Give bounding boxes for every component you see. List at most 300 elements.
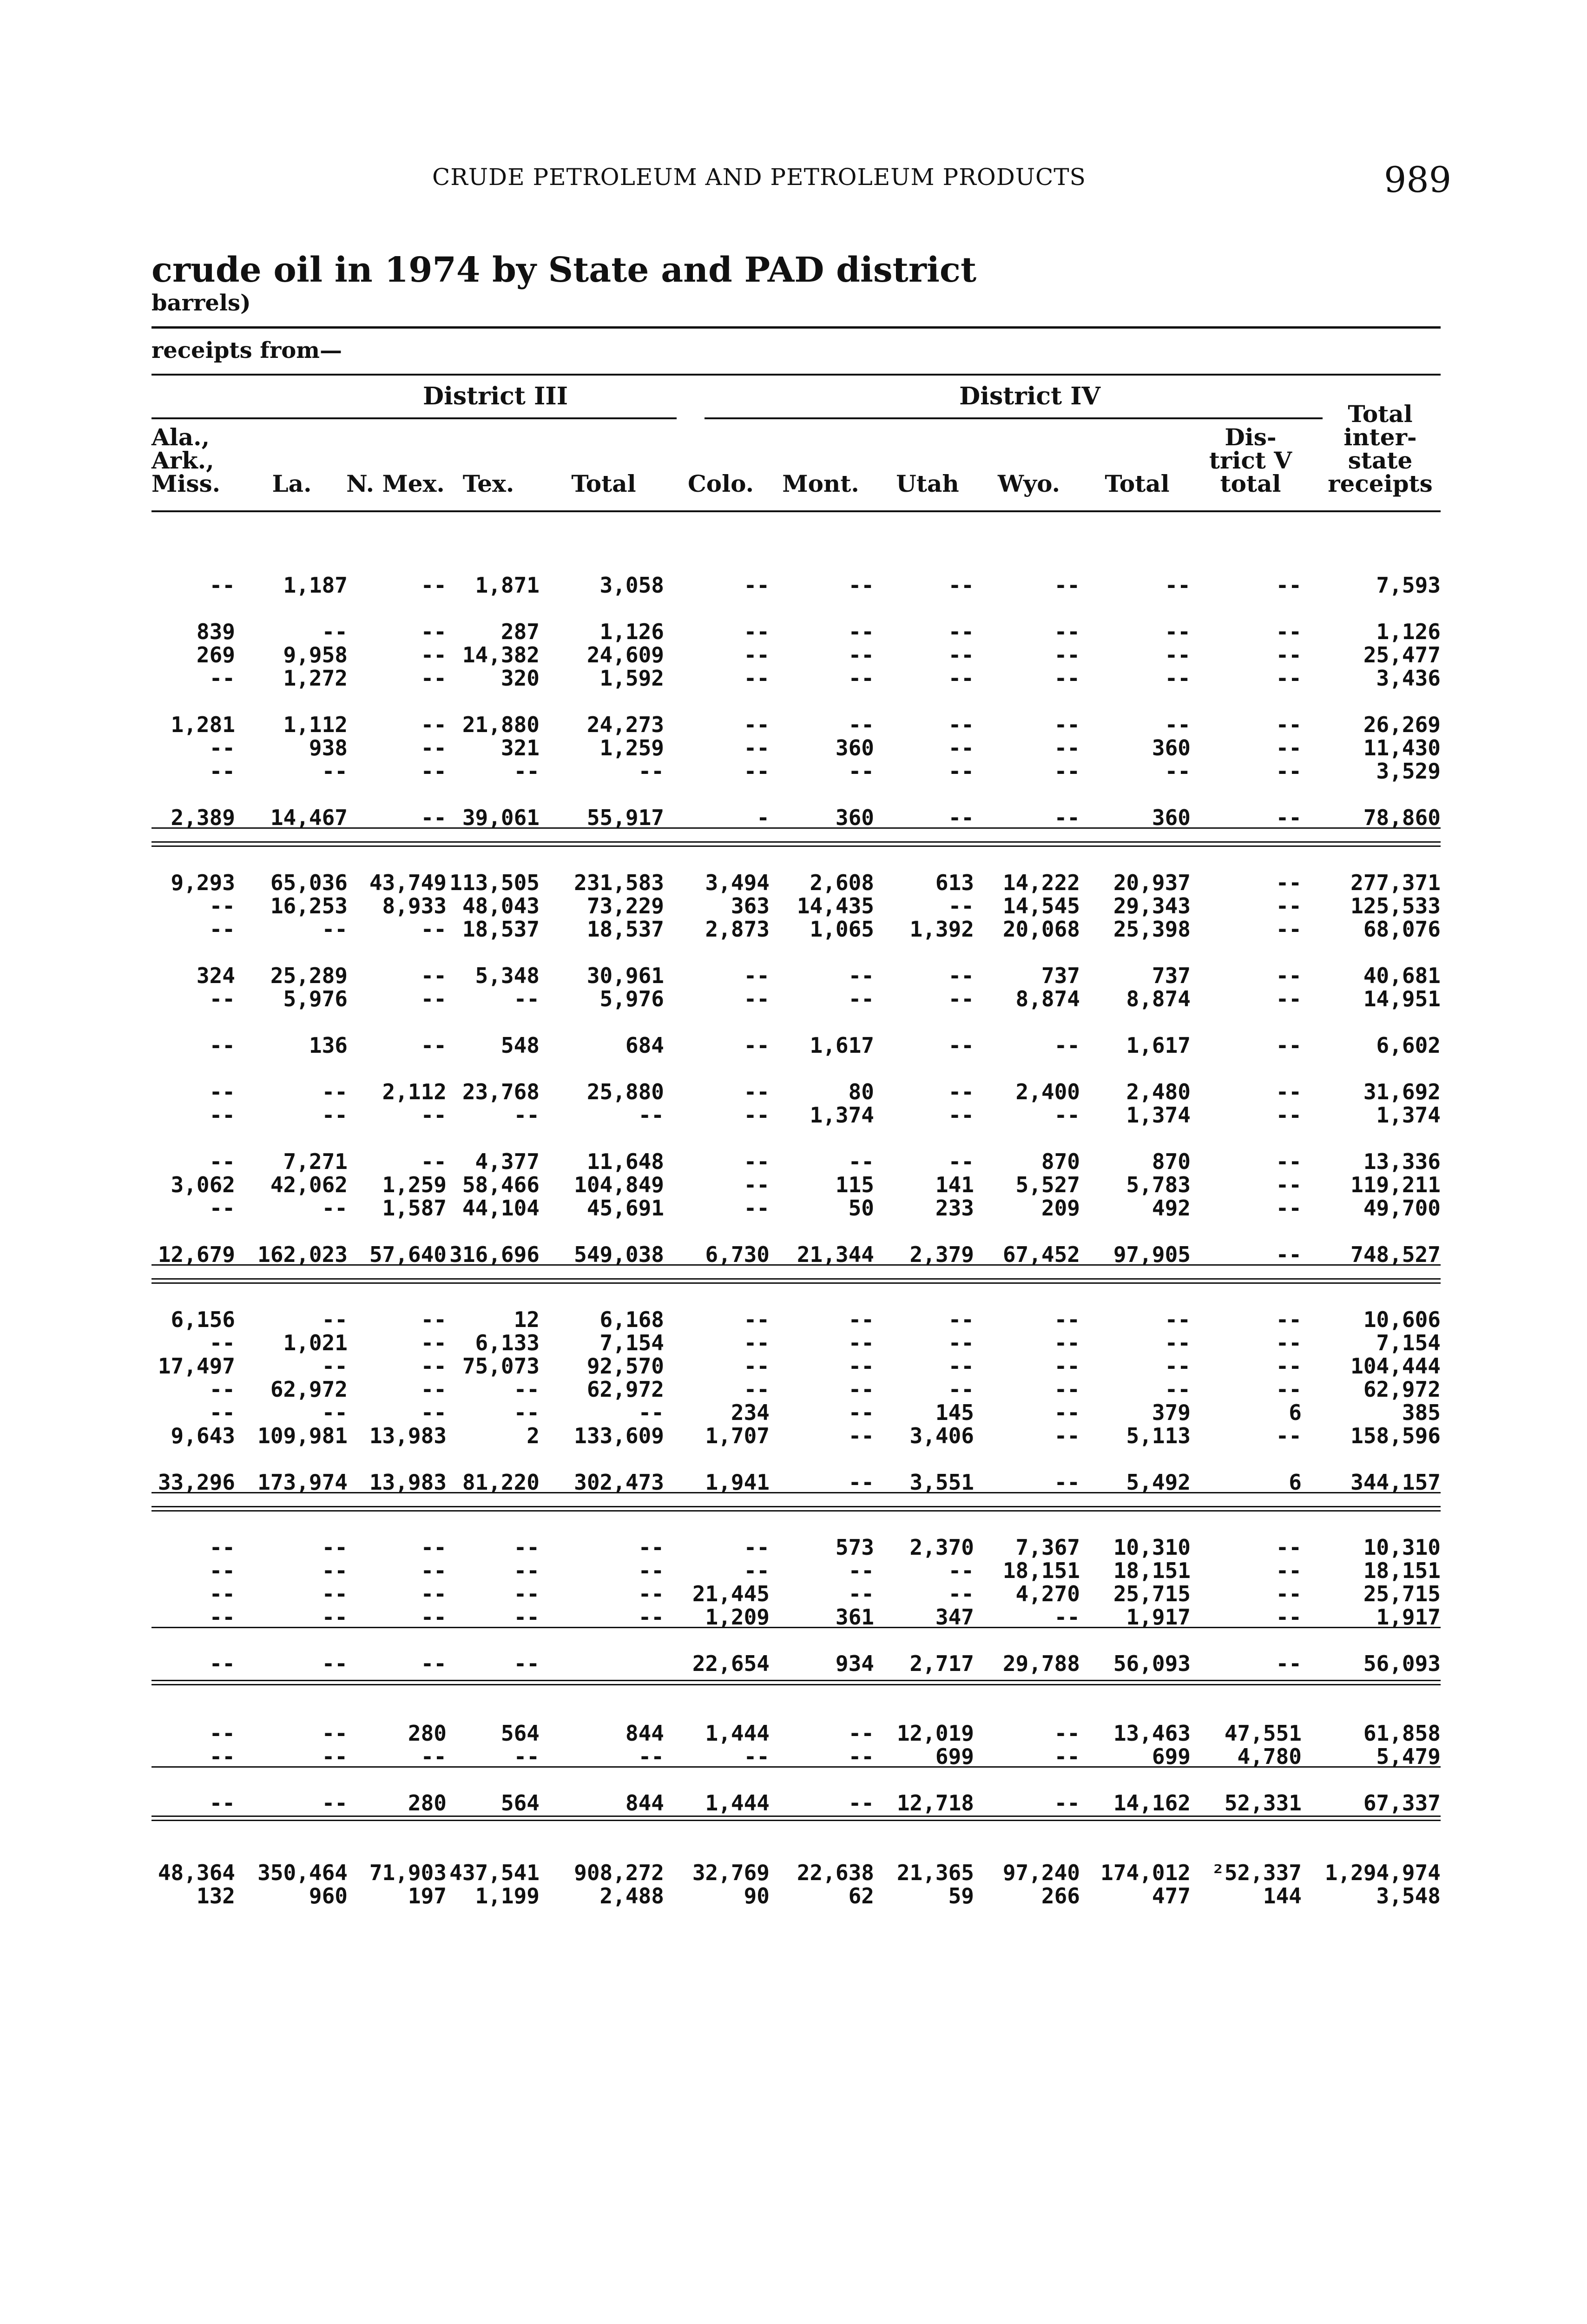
table-cell: -- — [1276, 893, 1302, 918]
table-cell: 10,310 — [1113, 1535, 1191, 1560]
table-cell: -- — [1054, 1721, 1080, 1746]
table-cell: 104,849 — [574, 1172, 664, 1197]
table-cell: -- — [744, 1353, 770, 1379]
table-cell: 125,533 — [1350, 893, 1441, 918]
table-cell: -- — [1054, 1400, 1080, 1425]
table-cell: 25,715 — [1363, 1581, 1441, 1606]
table-title: crude oil in 1974 by State and PAD district — [151, 250, 977, 290]
table-cell: -- — [848, 1330, 874, 1355]
table-cell: -- — [1054, 1604, 1080, 1630]
table-cell: -- — [1276, 642, 1302, 667]
table-cell: 14,435 — [797, 893, 874, 918]
table-cell: -- — [1276, 917, 1302, 942]
table-cell: 209 — [1041, 1195, 1080, 1221]
table-cell: 1,187 — [283, 573, 348, 598]
table-cell: 748,527 — [1350, 1242, 1441, 1267]
table-cell: 3,529 — [1376, 759, 1441, 784]
table-cell: 839 — [196, 619, 235, 644]
table-cell: -- — [421, 666, 447, 691]
table-cell: 1,374 — [1126, 1103, 1191, 1128]
table-row — [151, 620, 1441, 643]
table-cell: 145 — [935, 1400, 974, 1425]
table-cell: -- — [948, 1581, 974, 1606]
table-cell: 25,398 — [1113, 917, 1191, 942]
top-rule — [151, 326, 1441, 329]
table-cell: -- — [209, 1400, 235, 1425]
table-row — [151, 574, 1441, 597]
table-cell: 3,494 — [705, 870, 770, 895]
table-cell: -- — [1276, 1558, 1302, 1583]
table-cell: 2,608 — [810, 870, 874, 895]
table-cell: -- — [1276, 573, 1302, 598]
table-cell: 78,860 — [1363, 805, 1441, 830]
table-cell: -- — [209, 573, 235, 598]
table-cell: 6,156 — [171, 1307, 235, 1332]
table-cell: 1,617 — [810, 1033, 874, 1058]
table-cell: 42,062 — [270, 1172, 348, 1197]
table-cell: -- — [848, 1581, 874, 1606]
table-cell: -- — [209, 1103, 235, 1128]
table-cell: -- — [1276, 963, 1302, 988]
table-cell: -- — [744, 1744, 770, 1769]
table-cell: -- — [209, 1721, 235, 1746]
table-cell: 26,269 — [1363, 712, 1441, 737]
table-cell: -- — [848, 1149, 874, 1174]
table-cell: 7,154 — [599, 1330, 664, 1355]
table-cell: -- — [322, 1535, 348, 1560]
table-cell: 97,240 — [1002, 1860, 1080, 1885]
table-cell: -- — [1054, 1103, 1080, 1128]
table-cell: 5,976 — [283, 986, 348, 1011]
table-cell: 3,436 — [1376, 666, 1441, 691]
table-cell: 1,374 — [810, 1103, 874, 1128]
table-cell: -- — [1276, 1149, 1302, 1174]
table-cell: 173,974 — [257, 1470, 348, 1495]
table-cell: 24,609 — [586, 642, 664, 667]
table-cell: -- — [848, 759, 874, 784]
table-cell: 360 — [835, 735, 874, 760]
table-cell: -- — [322, 1195, 348, 1221]
table-cell: 17,497 — [158, 1353, 235, 1379]
table-cell: 31,692 — [1363, 1079, 1441, 1104]
table-cell: 1,444 — [705, 1790, 770, 1816]
table-cell: 6,168 — [599, 1307, 664, 1332]
table-cell: 233 — [935, 1195, 974, 1221]
table-cell: 1,374 — [1376, 1103, 1441, 1128]
table-cell: -- — [209, 666, 235, 691]
table-cell: -- — [948, 1307, 974, 1332]
table-cell: -- — [948, 712, 974, 737]
table-cell: 699 — [935, 1744, 974, 1769]
table-cell: -- — [322, 917, 348, 942]
table-cell: -- — [638, 1604, 664, 1630]
table-cell: -- — [322, 1790, 348, 1816]
table-cell: 67,337 — [1363, 1790, 1441, 1816]
table-cell: 3,551 — [909, 1470, 974, 1495]
table-row — [151, 1722, 1441, 1745]
table-cell: 573 — [835, 1535, 874, 1560]
table-cell: 287 — [500, 619, 540, 644]
receipts-rule — [151, 374, 1441, 376]
table-row — [151, 643, 1441, 667]
table-cell: 39,061 — [462, 805, 540, 830]
table-cell: 132 — [196, 1883, 235, 1908]
table-cell: -- — [1165, 642, 1191, 667]
district-iii-label: District III — [422, 382, 568, 410]
table-cell: 13,336 — [1363, 1149, 1441, 1174]
table-cell: -- — [209, 1535, 235, 1560]
table-cell: -- — [948, 1033, 974, 1058]
data-table — [151, 337, 1441, 1927]
table-cell: -- — [421, 573, 447, 598]
district-iii-rule — [151, 417, 677, 419]
table-cell: 119,211 — [1350, 1172, 1441, 1197]
table-cell: 97,905 — [1113, 1242, 1191, 1267]
table-cell: 7,367 — [1015, 1535, 1080, 1560]
table-cell: 938 — [309, 735, 348, 760]
table-cell: 144 — [1263, 1883, 1302, 1908]
table-cell: 7,593 — [1376, 573, 1441, 598]
table-cell: 324 — [196, 963, 235, 988]
table-cell: -- — [421, 642, 447, 667]
table-cell: -- — [848, 712, 874, 737]
table-cell: 57,640 — [369, 1242, 447, 1267]
table-cell: -- — [1276, 1242, 1302, 1267]
table-cell: 1,281 — [171, 712, 235, 737]
table-cell: -- — [1054, 666, 1080, 691]
table-cell: -- — [209, 1790, 235, 1816]
table-row — [151, 964, 1441, 987]
table-cell: 58,466 — [462, 1172, 540, 1197]
table-cell: 6 — [1289, 1400, 1302, 1425]
table-cell: -- — [1276, 1604, 1302, 1630]
table-cell: 13,983 — [369, 1423, 447, 1448]
table-cell: 437,541 — [449, 1860, 540, 1885]
table-cell: 870 — [1152, 1149, 1191, 1174]
page-number: 989 — [1384, 159, 1452, 200]
table-cell: 699 — [1152, 1744, 1191, 1769]
table-cell: 12,718 — [896, 1790, 974, 1816]
table-cell: 21,880 — [462, 712, 540, 737]
table-cell: -- — [1276, 1033, 1302, 1058]
table-cell: -- — [848, 1744, 874, 1769]
table-row — [151, 1243, 1441, 1266]
table-cell: 67,452 — [1002, 1242, 1080, 1267]
table-cell: -- — [421, 759, 447, 784]
table-cell: -- — [1054, 573, 1080, 598]
table-cell: -- — [209, 917, 235, 942]
table-cell: -- — [848, 1307, 874, 1332]
table-cell: -- — [322, 1103, 348, 1128]
table-cell: 14,951 — [1363, 986, 1441, 1011]
table-cell: -- — [948, 759, 974, 784]
table-cell: -- — [421, 1033, 447, 1058]
table-cell: 20,937 — [1113, 870, 1191, 895]
table-cell: 2,400 — [1015, 1079, 1080, 1104]
table-cell: -- — [848, 1790, 874, 1816]
table-cell: 56,093 — [1363, 1651, 1441, 1676]
table-cell: 280 — [408, 1790, 447, 1816]
table-cell: -- — [948, 619, 974, 644]
table-cell: -- — [322, 1400, 348, 1425]
table-cell: -- — [1054, 1353, 1080, 1379]
table-cell: 908,272 — [574, 1860, 664, 1885]
table-cell: 1,444 — [705, 1721, 770, 1746]
table-cell: 22,654 — [692, 1651, 770, 1676]
section-double-rule — [151, 1816, 1441, 1821]
table-cell: 1,126 — [599, 619, 664, 644]
table-cell: -- — [848, 1377, 874, 1402]
table-cell: -- — [1165, 1307, 1191, 1332]
table-cell: -- — [421, 963, 447, 988]
table-cell: -- — [421, 1307, 447, 1332]
table-row — [151, 736, 1441, 759]
table-cell: -- — [848, 1470, 874, 1495]
table-cell: -- — [744, 642, 770, 667]
table-cell: -- — [1276, 619, 1302, 644]
table-cell: -- — [1276, 759, 1302, 784]
table-cell: 548 — [500, 1033, 540, 1058]
table-cell: -- — [209, 1377, 235, 1402]
table-cell: 1,259 — [599, 735, 664, 760]
table-cell: 14,382 — [462, 642, 540, 667]
table-row — [151, 1791, 1441, 1815]
table-cell: -- — [744, 1330, 770, 1355]
table-cell: 277,371 — [1350, 870, 1441, 895]
table-cell: -- — [421, 712, 447, 737]
table-cell: -- — [421, 1744, 447, 1769]
table-cell: 162,023 — [257, 1242, 348, 1267]
table-cell: 3,062 — [171, 1172, 235, 1197]
column-header: Total — [1105, 470, 1170, 497]
table-cell: -- — [744, 1103, 770, 1128]
table-cell: -- — [744, 1149, 770, 1174]
table-cell: -- — [322, 1079, 348, 1104]
table-cell: -- — [514, 1400, 540, 1425]
table-cell: -- — [421, 1400, 447, 1425]
table-cell: 6,133 — [475, 1330, 540, 1355]
table-cell: -- — [638, 759, 664, 784]
table-cell: -- — [744, 1172, 770, 1197]
table-cell: -- — [421, 917, 447, 942]
table-row — [151, 1173, 1441, 1196]
section-double-rule — [151, 1506, 1441, 1512]
table-cell: 492 — [1152, 1195, 1191, 1221]
table-cell: -- — [209, 1195, 235, 1221]
table-cell: -- — [1054, 1033, 1080, 1058]
table-row — [151, 1605, 1441, 1629]
table-cell: 48,043 — [462, 893, 540, 918]
table-row — [151, 667, 1441, 690]
table-cell: 280 — [408, 1721, 447, 1746]
table-cell: -- — [744, 666, 770, 691]
table-cell: -- — [514, 1651, 540, 1676]
table-cell: -- — [514, 1558, 540, 1583]
table-cell: 16,253 — [270, 893, 348, 918]
table-cell: -- — [1165, 666, 1191, 691]
table-cell: -- — [744, 1307, 770, 1332]
table-cell: -- — [948, 1353, 974, 1379]
table-cell: -- — [744, 1558, 770, 1583]
table-cell: 48,364 — [158, 1860, 235, 1885]
table-cell: -- — [1276, 1103, 1302, 1128]
table-row — [151, 918, 1441, 941]
table-cell: -- — [1276, 1195, 1302, 1221]
table-cell: 10,606 — [1363, 1307, 1441, 1332]
table-cell: 4,377 — [475, 1149, 540, 1174]
table-cell: 385 — [1402, 1400, 1441, 1425]
table-cell: 47,551 — [1224, 1721, 1302, 1746]
table-cell: -- — [848, 619, 874, 644]
table-cell: 347 — [935, 1604, 974, 1630]
table-cell: -- — [421, 1330, 447, 1355]
table-cell: 934 — [835, 1651, 874, 1676]
table-cell: -- — [744, 1033, 770, 1058]
column-header: Dis- trict V total — [1209, 423, 1292, 497]
table-cell: -- — [421, 1377, 447, 1402]
table-cell: 25,715 — [1113, 1581, 1191, 1606]
table-cell: -- — [848, 1423, 874, 1448]
table-cell: ²52,337 — [1212, 1860, 1302, 1885]
table-cell: -- — [848, 1558, 874, 1583]
table-cell: 62,972 — [270, 1377, 348, 1402]
table-cell: 40,681 — [1363, 963, 1441, 988]
table-cell: 2 — [527, 1423, 540, 1448]
table-cell: -- — [948, 642, 974, 667]
table-cell: -- — [948, 963, 974, 988]
table-cell: 5,479 — [1376, 1744, 1441, 1769]
table-cell: -- — [638, 1400, 664, 1425]
table-cell: -- — [1276, 735, 1302, 760]
table-row — [151, 1401, 1441, 1424]
table-cell: -- — [948, 1558, 974, 1583]
table-cell: 13,463 — [1113, 1721, 1191, 1746]
table-cell: -- — [322, 1744, 348, 1769]
table-cell: 62,972 — [586, 1377, 664, 1402]
table-cell: 13,983 — [369, 1470, 447, 1495]
table-cell: 2,480 — [1126, 1079, 1191, 1104]
table-cell: 2,873 — [705, 917, 770, 942]
column-header: Wyo. — [998, 470, 1060, 497]
table-cell: -- — [948, 735, 974, 760]
table-cell: 1,065 — [810, 917, 874, 942]
table-cell: -- — [948, 1330, 974, 1355]
table-cell: -- — [948, 1377, 974, 1402]
table-cell: 5,492 — [1126, 1470, 1191, 1495]
table-cell: 24,273 — [586, 712, 664, 737]
table-cell: -- — [1276, 805, 1302, 830]
table-row — [151, 1308, 1441, 1331]
table-cell: -- — [848, 642, 874, 667]
table-cell: -- — [848, 1353, 874, 1379]
table-cell: -- — [1054, 1744, 1080, 1769]
table-cell: -- — [638, 1103, 664, 1128]
table-cell: 8,874 — [1015, 986, 1080, 1011]
table-cell: 1,392 — [909, 917, 974, 942]
table-cell: 7,271 — [283, 1149, 348, 1174]
table-cell: 5,783 — [1126, 1172, 1191, 1197]
table-cell: 136 — [309, 1033, 348, 1058]
table-row — [151, 1745, 1441, 1768]
table-cell: -- — [1165, 573, 1191, 598]
table-row — [151, 1536, 1441, 1559]
table-cell: 9,958 — [283, 642, 348, 667]
table-cell: 18,151 — [1113, 1558, 1191, 1583]
table-cell: 55,917 — [586, 805, 664, 830]
table-row — [151, 1080, 1441, 1103]
table-cell: 1,126 — [1376, 619, 1441, 644]
table-cell: 8,933 — [382, 893, 447, 918]
table-cell: 90 — [744, 1883, 770, 1908]
table-cell: -- — [848, 573, 874, 598]
table-cell: -- — [421, 1149, 447, 1174]
table-cell: -- — [948, 666, 974, 691]
table-cell: -- — [1276, 1423, 1302, 1448]
table-cell: -- — [209, 1744, 235, 1769]
table-cell: 344,157 — [1350, 1470, 1441, 1495]
table-cell: -- — [744, 573, 770, 598]
table-cell: -- — [514, 1604, 540, 1630]
table-cell: 1,871 — [475, 573, 540, 598]
table-cell: 1,259 — [382, 1172, 447, 1197]
table-cell: -- — [209, 1149, 235, 1174]
table-row — [151, 1354, 1441, 1378]
table-cell: 737 — [1041, 963, 1080, 988]
table-cell: -- — [1054, 712, 1080, 737]
table-cell: -- — [421, 1604, 447, 1630]
table-row — [151, 871, 1441, 894]
column-header: Tex. — [462, 470, 514, 497]
table-cell: 21,445 — [692, 1581, 770, 1606]
table-cell: -- — [209, 1033, 235, 1058]
table-row — [151, 759, 1441, 783]
table-cell: 4,270 — [1015, 1581, 1080, 1606]
table-cell: 6,730 — [705, 1242, 770, 1267]
district-iv-rule — [705, 417, 1323, 419]
table-cell: 564 — [500, 1721, 540, 1746]
table-cell: 9,293 — [171, 870, 235, 895]
table-cell: 363 — [731, 893, 770, 918]
table-cell: 5,976 — [599, 986, 664, 1011]
table-cell: -- — [421, 1353, 447, 1379]
table-row — [151, 1034, 1441, 1057]
table-cell: 1,617 — [1126, 1033, 1191, 1058]
table-cell: 12,019 — [896, 1721, 974, 1746]
table-cell: 109,981 — [257, 1423, 348, 1448]
table-cell: -- — [744, 1535, 770, 1560]
table-cell: -- — [322, 1651, 348, 1676]
table-cell: -- — [209, 893, 235, 918]
table-cell: 81,220 — [462, 1470, 540, 1495]
section-double-rule — [151, 841, 1441, 847]
table-cell: -- — [1276, 1330, 1302, 1355]
table-cell: -- — [1276, 1535, 1302, 1560]
table-row — [151, 1103, 1441, 1127]
column-header: N. Mex. — [346, 470, 445, 497]
table-cell: 564 — [500, 1790, 540, 1816]
table-cell: 1,587 — [382, 1195, 447, 1221]
table-cell: -- — [209, 1581, 235, 1606]
table-cell: -- — [1165, 712, 1191, 737]
table-cell: -- — [421, 1581, 447, 1606]
table-cell: 8,874 — [1126, 986, 1191, 1011]
table-cell: 1,021 — [283, 1330, 348, 1355]
table-cell: 4,780 — [1237, 1744, 1302, 1769]
table-cell: 379 — [1152, 1400, 1191, 1425]
table-cell: -- — [744, 986, 770, 1011]
table-cell: -- — [744, 619, 770, 644]
table-cell: 12,679 — [158, 1242, 235, 1267]
